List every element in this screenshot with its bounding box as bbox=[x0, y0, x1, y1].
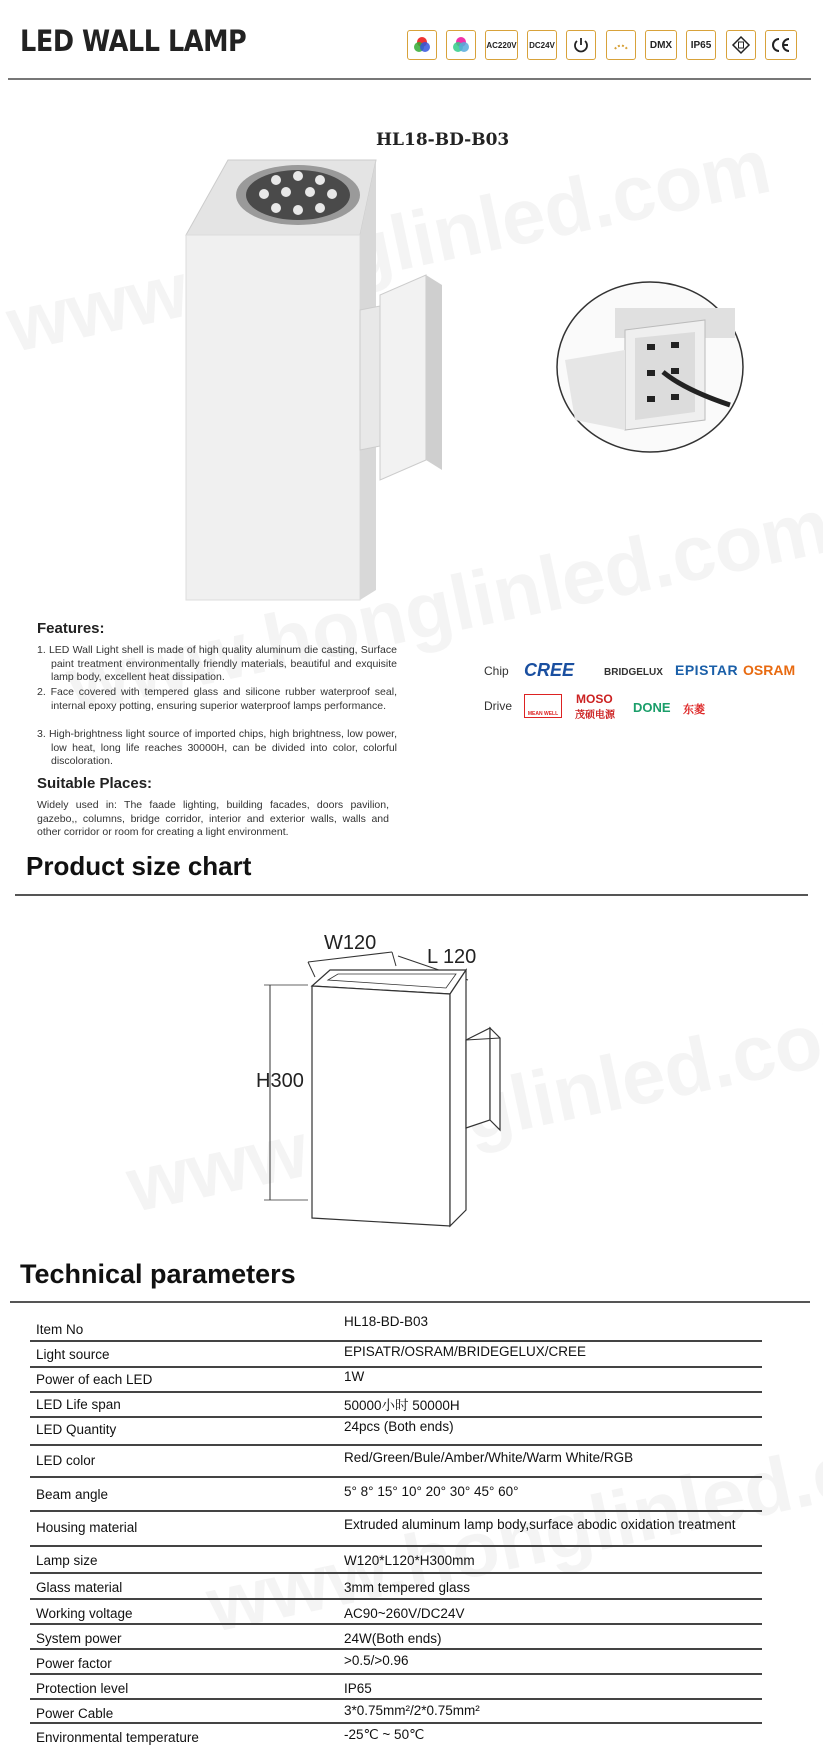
param-value: HL18-BD-B03 bbox=[344, 1314, 429, 1329]
table-row-divider bbox=[30, 1698, 762, 1700]
meanwell-logo bbox=[524, 694, 562, 718]
param-label: Power factor bbox=[36, 1656, 112, 1671]
param-value: 1W bbox=[344, 1369, 365, 1384]
table-row-divider bbox=[30, 1648, 762, 1650]
rgb-icon bbox=[407, 30, 437, 60]
param-value: 3mm tempered glass bbox=[344, 1580, 471, 1595]
size-chart-divider bbox=[15, 894, 808, 896]
param-value: Extruded aluminum lamp body,surface abodic oxidation treatment bbox=[344, 1517, 736, 1532]
epistar-logo: EPISTAR bbox=[675, 662, 739, 678]
size-chart-title: Product size chart bbox=[26, 851, 252, 881]
param-label: Power Cable bbox=[36, 1706, 114, 1721]
feature-item: 1. LED Wall Light shell is made of high quality aluminum die casting, Surface paint treatment environmentally friendly materials, beautiful and exquisite lamp body, excellent heat dissipation. bbox=[37, 644, 397, 683]
param-label: Power of each LED bbox=[36, 1372, 153, 1387]
table-row-divider bbox=[30, 1476, 762, 1478]
suitable-places-heading: Suitable Places: bbox=[37, 775, 153, 792]
length-dimension: L 120 bbox=[427, 946, 477, 968]
table-row-divider bbox=[30, 1444, 762, 1446]
table-row-divider bbox=[30, 1673, 762, 1675]
rgbw-icon bbox=[446, 30, 476, 60]
tech-params-title: Technical parameters bbox=[20, 1259, 296, 1289]
moso-logo: MOSO bbox=[576, 692, 613, 706]
osram-logo: OSRAM bbox=[743, 662, 796, 678]
feature-item: 2. Face covered with tempered glass and silicone rubber waterproof seal, internal epoxy potting, ensuring superior waterproof lamps performance. bbox=[37, 686, 397, 712]
ce-icon bbox=[765, 30, 797, 60]
meanwell-text: MEAN WELL bbox=[527, 711, 559, 717]
width-dimension: W120 bbox=[324, 932, 377, 954]
ac220v-badge: AC220V bbox=[485, 30, 518, 60]
feature-item: 3. High-brightness light source of imported chips, high brightness, low power, low heat, long life reaches 30000H, can be divided into color, colorful discoloration. bbox=[37, 728, 397, 767]
param-value: 3*0.75mm²/2*0.75mm² bbox=[344, 1703, 480, 1718]
dimmer-icon bbox=[606, 30, 636, 60]
table-row-divider bbox=[30, 1366, 762, 1368]
param-label: LED color bbox=[36, 1453, 96, 1468]
param-value: 5° 8° 15° 10° 20° 30° 45° 60° bbox=[344, 1484, 519, 1499]
mounting-detail-image bbox=[555, 280, 745, 455]
param-label: LED Life span bbox=[36, 1397, 121, 1412]
moso-chinese-text: 茂硕电源 bbox=[575, 710, 615, 721]
table-row-divider bbox=[30, 1623, 762, 1625]
chip-label: Chip bbox=[484, 664, 509, 678]
param-value: Red/Green/Bule/Amber/White/Warm White/RGB bbox=[344, 1450, 634, 1465]
table-row-divider bbox=[30, 1510, 762, 1512]
suitable-places-text: Widely used in: The faade lighting, building facades, doors pavilion, gazebo,, columns, bridge corridor, interior and exterior walls, walls and other corridor or room for creating a light environment. bbox=[37, 799, 389, 838]
ip65-badge: IP65 bbox=[686, 30, 716, 60]
param-label: Working voltage bbox=[36, 1606, 133, 1621]
param-label: Item No bbox=[36, 1322, 84, 1337]
param-value: >0.5/>0.96 bbox=[344, 1653, 409, 1668]
drive-label: Drive bbox=[484, 699, 513, 713]
table-row-divider bbox=[30, 1340, 762, 1342]
param-label: Beam angle bbox=[36, 1487, 109, 1502]
param-value: 24pcs (Both ends) bbox=[344, 1419, 454, 1434]
param-value: 50000小时 50000H bbox=[344, 1398, 460, 1413]
tech-params-divider bbox=[10, 1301, 810, 1303]
param-value: EPISATR/OSRAM/BRIDEGELUX/CREE bbox=[344, 1344, 587, 1359]
param-label: Protection level bbox=[36, 1681, 129, 1696]
table-row-divider bbox=[30, 1545, 762, 1547]
model-number: HL18-BD-B03 bbox=[376, 130, 510, 150]
class3-icon bbox=[726, 30, 756, 60]
param-value: -25℃ ~ 50℃ bbox=[344, 1727, 425, 1742]
height-dimension: H300 bbox=[256, 1070, 304, 1092]
param-value: IP65 bbox=[344, 1681, 372, 1696]
param-label: System power bbox=[36, 1631, 122, 1646]
param-label: LED Quantity bbox=[36, 1422, 117, 1437]
param-value: 24W(Both ends) bbox=[344, 1631, 442, 1646]
param-value: AC90~260V/DC24V bbox=[344, 1606, 465, 1621]
product-image bbox=[180, 150, 490, 610]
param-label: Lamp size bbox=[36, 1553, 98, 1568]
param-label: Light source bbox=[36, 1347, 110, 1362]
bridgelux-logo: BRIDGELUX bbox=[604, 667, 663, 678]
dc24v-badge: DC24V bbox=[527, 30, 557, 60]
features-heading: Features: bbox=[37, 620, 105, 637]
table-row-divider bbox=[30, 1416, 762, 1418]
param-value: W120*L120*H300mm bbox=[344, 1553, 475, 1568]
table-row-divider bbox=[30, 1722, 762, 1724]
table-row-divider bbox=[30, 1391, 762, 1393]
cree-logo: CREE bbox=[524, 660, 575, 680]
param-label: Glass material bbox=[36, 1580, 123, 1595]
param-label: Housing material bbox=[36, 1520, 138, 1535]
table-row-divider bbox=[30, 1598, 762, 1600]
page-title: LED WALL LAMP bbox=[20, 24, 247, 58]
table-row-divider bbox=[30, 1572, 762, 1574]
done-logo: DONE bbox=[633, 700, 671, 715]
param-label: Environmental temperature bbox=[36, 1730, 199, 1745]
dmx-badge: DMX bbox=[645, 30, 677, 60]
done-chinese-text: 东菱 bbox=[683, 703, 705, 716]
power-icon bbox=[566, 30, 596, 60]
header-divider bbox=[8, 78, 811, 80]
